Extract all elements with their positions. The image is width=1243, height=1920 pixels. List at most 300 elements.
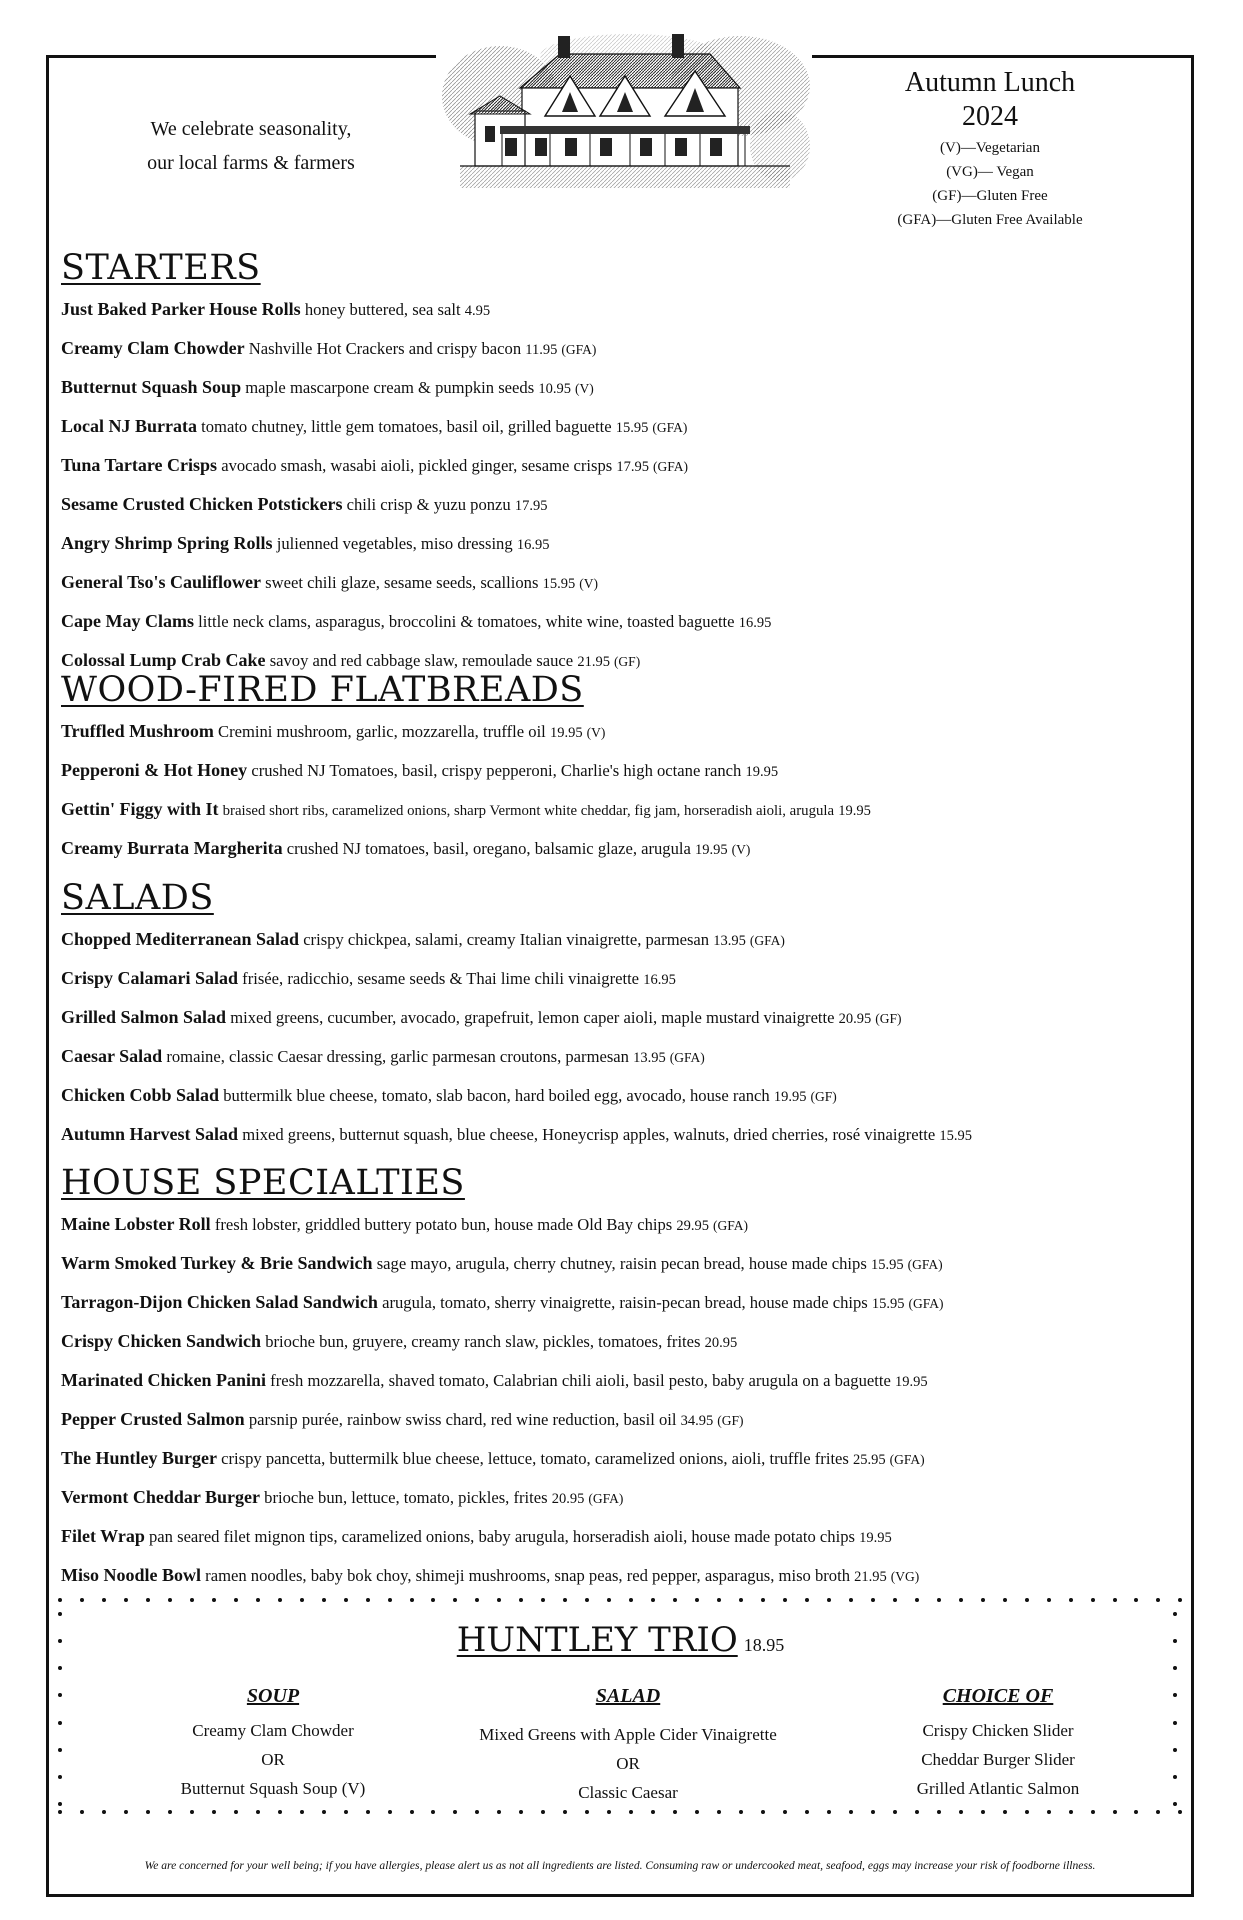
menu-item-name: Sesame Crusted Chicken Potstickers bbox=[61, 494, 343, 514]
border-dot bbox=[893, 1598, 897, 1602]
menu-item-description: crushed NJ Tomatoes, basil, crispy pepperoni, Charlie's high octane ranch bbox=[251, 761, 742, 780]
menu-item-description: fresh lobster, griddled buttery potato bun, house made Old Bay chips bbox=[214, 1215, 673, 1234]
border-dot bbox=[168, 1810, 172, 1814]
border-dot bbox=[146, 1598, 150, 1602]
border-dot bbox=[256, 1810, 260, 1814]
menu-item-dietary-tag: (GFA) bbox=[653, 459, 689, 474]
menu-item-dietary-tag: (GFA) bbox=[908, 1296, 944, 1311]
menu-item bbox=[61, 713, 1183, 752]
border-dot bbox=[607, 1598, 611, 1602]
border-dot bbox=[1003, 1598, 1007, 1602]
menu-item-description: arugula, tomato, sherry vinaigrette, raisin-pecan bread, house made chips bbox=[382, 1293, 868, 1312]
border-dot bbox=[541, 1810, 545, 1814]
border-dot bbox=[1047, 1810, 1051, 1814]
menu-item-dietary-tag: (GF) bbox=[717, 1413, 744, 1428]
border-dot bbox=[388, 1598, 392, 1602]
legend-gluten-free-available: (GFA)—Gluten Free Available bbox=[897, 212, 1083, 228]
border-dot bbox=[695, 1810, 699, 1814]
menu-item-description: pan seared filet mignon tips, caramelized onions, baby arugula, horseradish aioli, house made potato chips bbox=[149, 1527, 855, 1546]
menu-item-price: 10.95 bbox=[538, 381, 571, 397]
menu-item-price: 20.95 bbox=[551, 1491, 585, 1507]
border-dot bbox=[124, 1598, 128, 1602]
menu-item-list bbox=[61, 713, 1183, 869]
menu-item-price: 4.95 bbox=[464, 303, 491, 319]
menu-item-price: 19.95 bbox=[895, 1374, 928, 1390]
border-dot bbox=[1156, 1810, 1160, 1814]
menu-item-name: Creamy Clam Chowder bbox=[61, 338, 245, 358]
border-dot bbox=[915, 1810, 919, 1814]
section-title: HOUSE SPECIALTIES bbox=[61, 1163, 465, 1203]
menu-item bbox=[61, 1077, 1183, 1116]
menu-item-name: Autumn Harvest Salad bbox=[61, 1124, 239, 1144]
border-dot bbox=[1173, 1802, 1177, 1806]
menu-item bbox=[61, 1479, 1183, 1518]
border-dot bbox=[1173, 1748, 1177, 1752]
menu-item-name: Warm Smoked Turkey & Brie Sandwich bbox=[61, 1253, 373, 1273]
menu-item-name: Miso Noodle Bowl bbox=[61, 1565, 202, 1585]
trio-salad-option-2: Classic Caesar bbox=[578, 1783, 678, 1802]
menu-item-price: 15.95 bbox=[871, 1296, 905, 1312]
menu-item-description: little neck clams, asparagus, broccolini & tomatoes, white wine, toasted baguette bbox=[198, 612, 735, 631]
border-dot bbox=[58, 1598, 62, 1602]
menu-item bbox=[61, 921, 1183, 960]
menu-item-dietary-tag: (GF) bbox=[875, 1011, 902, 1026]
border-dot bbox=[1113, 1810, 1117, 1814]
menu-item-description: parsnip purée, rainbow swiss chard, red wine reduction, basil oil bbox=[248, 1410, 677, 1429]
menu-item bbox=[61, 1323, 1183, 1362]
tagline-line-2: our local farms & farmers bbox=[147, 152, 355, 174]
menu-item bbox=[61, 369, 1183, 408]
border-dot bbox=[1047, 1598, 1051, 1602]
border-dot bbox=[1091, 1598, 1095, 1602]
menu-item bbox=[61, 1401, 1183, 1440]
menu-item-price: 19.95 bbox=[549, 725, 583, 741]
border-dot bbox=[453, 1598, 457, 1602]
menu-item-name: Crispy Chicken Sandwich bbox=[61, 1331, 262, 1351]
menu-item-dietary-tag: (VG) bbox=[890, 1569, 920, 1584]
menu-item-name: Chicken Cobb Salad bbox=[61, 1085, 220, 1105]
border-dot bbox=[146, 1810, 150, 1814]
menu-item-description: crispy pancetta, buttermilk blue cheese, lettuce, tomato, caramelized onions, aioli, truffle frites bbox=[221, 1449, 849, 1468]
border-dot bbox=[58, 1693, 62, 1697]
menu-item bbox=[61, 1284, 1183, 1323]
border-dot bbox=[585, 1810, 589, 1814]
menu-item-description: maple mascarpone cream & pumpkin seeds bbox=[245, 378, 535, 397]
menu-item-description: Cremini mushroom, garlic, mozzarella, truffle oil bbox=[218, 722, 546, 741]
menu-item-description: brioche bun, lettuce, tomato, pickles, frites bbox=[264, 1488, 548, 1507]
menu-item bbox=[61, 960, 1183, 999]
menu-item-description: chili crisp & yuzu ponzu bbox=[346, 495, 511, 514]
border-dot bbox=[937, 1810, 941, 1814]
menu-item-list bbox=[61, 921, 1183, 1155]
border-dot bbox=[893, 1810, 897, 1814]
menu-item-name: Truffled Mushroom bbox=[61, 721, 214, 741]
menu-item-price: 19.95 bbox=[859, 1530, 892, 1546]
border-dot bbox=[937, 1598, 941, 1602]
border-dot bbox=[827, 1598, 831, 1602]
border-dot bbox=[1173, 1721, 1177, 1725]
trio-choice-option-3: Grilled Atlantic Salmon bbox=[916, 1779, 1080, 1798]
menu-item-description: ramen noodles, baby bok choy, shimeji mushrooms, snap peas, red pepper, asparagus, miso broth bbox=[205, 1566, 850, 1585]
border-dot bbox=[410, 1598, 414, 1602]
tagline-line-1: We celebrate seasonality, bbox=[150, 118, 352, 140]
menu-item-price: 29.95 bbox=[676, 1218, 710, 1234]
menu-item-name: Creamy Burrata Margherita bbox=[61, 838, 283, 858]
dotted-border-top bbox=[58, 1598, 1183, 1608]
menu-item-name: Marinated Chicken Panini bbox=[61, 1370, 267, 1390]
menu-item bbox=[61, 564, 1183, 603]
menu-item-name: Grilled Salmon Salad bbox=[61, 1007, 227, 1027]
border-dot bbox=[431, 1598, 435, 1602]
border-dot bbox=[102, 1598, 106, 1602]
border-dot bbox=[607, 1810, 611, 1814]
menu-item-price: 16.95 bbox=[738, 615, 772, 631]
section-title: WOOD-FIRED FLATBREADS bbox=[61, 670, 584, 710]
menu-item-description: sweet chili glaze, sesame seeds, scallions bbox=[265, 573, 539, 592]
menu-item-price: 13.95 bbox=[633, 1050, 666, 1066]
menu-item-price: 19.95 bbox=[773, 1089, 807, 1105]
border-dot bbox=[300, 1810, 304, 1814]
border-dot bbox=[673, 1598, 677, 1602]
allergy-disclaimer: We are concerned for your well being; if you have allergies, please alert us as not all ingredients are listed. Consuming raw or undercooked meat, seafood, eggs may increase your risk of foodborne illness. bbox=[144, 1859, 1096, 1872]
menu-item-name: Colossal Lump Crab Cake bbox=[61, 650, 266, 670]
menu-item-price: 21.95 bbox=[854, 1569, 887, 1585]
border-dot bbox=[322, 1810, 326, 1814]
border-dot bbox=[1173, 1775, 1177, 1779]
menu-item-name: Vermont Cheddar Burger bbox=[61, 1487, 260, 1507]
trio-soup-or: OR bbox=[261, 1750, 285, 1769]
menu-item-name: Gettin' Figgy with It bbox=[61, 799, 219, 819]
menu-item bbox=[61, 1245, 1183, 1284]
menu-item-name: Just Baked Parker House Rolls bbox=[61, 299, 301, 319]
border-dot bbox=[1025, 1598, 1029, 1602]
trio-choice-option-2: Cheddar Burger Slider bbox=[921, 1750, 1075, 1769]
border-dot bbox=[278, 1810, 282, 1814]
trio-soup-option-1: Creamy Clam Chowder bbox=[192, 1721, 354, 1740]
menu-item-description: romaine, classic Caesar dressing, garlic parmesan croutons, parmesan bbox=[166, 1047, 629, 1066]
border-dot bbox=[410, 1810, 414, 1814]
border-dot bbox=[190, 1598, 194, 1602]
menu-item-name: Local NJ Burrata bbox=[61, 416, 197, 436]
trio-choice-option-1: Crispy Chicken Slider bbox=[922, 1721, 1074, 1740]
border-dot bbox=[366, 1810, 370, 1814]
border-dot bbox=[563, 1810, 567, 1814]
border-dot bbox=[717, 1598, 721, 1602]
trio-soup-heading: SOUP bbox=[246, 1685, 300, 1707]
menu-item-description: frisée, radicchio, sesame seeds & Thai lime chili vinaigrette bbox=[242, 969, 640, 988]
menu-item-dietary-tag: (GFA) bbox=[749, 933, 785, 948]
border-dot bbox=[1025, 1810, 1029, 1814]
menu-item-price: 17.95 bbox=[514, 498, 548, 514]
border-dot bbox=[431, 1810, 435, 1814]
menu-item bbox=[61, 330, 1183, 369]
border-dot bbox=[651, 1598, 655, 1602]
farmhouse-illustration bbox=[440, 26, 810, 206]
border-dot bbox=[783, 1598, 787, 1602]
border-dot bbox=[475, 1810, 479, 1814]
menu-item-description: crispy chickpea, salami, creamy Italian vinaigrette, parmesan bbox=[303, 930, 710, 949]
menu-item bbox=[61, 1116, 1183, 1155]
menu-item-list bbox=[61, 291, 1183, 681]
border-dot bbox=[1173, 1666, 1177, 1670]
menu-item-price: 11.95 bbox=[525, 342, 558, 358]
menu-item bbox=[61, 291, 1183, 330]
menu-item-name: The Huntley Burger bbox=[61, 1448, 217, 1468]
menu-item-dietary-tag: (GF) bbox=[810, 1089, 837, 1104]
border-dot bbox=[783, 1810, 787, 1814]
border-dot bbox=[58, 1612, 62, 1616]
border-dot bbox=[959, 1598, 963, 1602]
trio-price: 18.95 bbox=[743, 1635, 785, 1655]
border-dot bbox=[1069, 1810, 1073, 1814]
border-dot bbox=[673, 1810, 677, 1814]
menu-item-dietary-tag: (V) bbox=[574, 381, 594, 396]
trio-title: HUNTLEY TRIO bbox=[456, 1620, 738, 1660]
border-dot bbox=[1178, 1598, 1182, 1602]
menu-item-description: julienned vegetables, miso dressing bbox=[276, 534, 513, 553]
menu-item-price: 15.95 bbox=[939, 1128, 973, 1144]
menu-item-dietary-tag: (GFA) bbox=[889, 1452, 925, 1467]
border-dot bbox=[58, 1775, 62, 1779]
legend-gluten-free: (GF)—Gluten Free bbox=[932, 188, 1048, 204]
border-dot bbox=[981, 1598, 985, 1602]
menu-item bbox=[61, 999, 1183, 1038]
border-dot bbox=[58, 1810, 62, 1814]
menu-item-description: crushed NJ tomatoes, basil, oregano, balsamic glaze, arugula bbox=[286, 839, 691, 858]
menu-item-description: braised short ribs, caramelized onions, sharp Vermont white cheddar, fig jam, horseradish aioli, arugula bbox=[222, 803, 835, 819]
border-dot bbox=[1156, 1598, 1160, 1602]
menu-item-dietary-tag: (GFA) bbox=[652, 420, 688, 435]
border-dot bbox=[871, 1598, 875, 1602]
menu-item bbox=[61, 1206, 1183, 1245]
menu-item-dietary-tag: (GFA) bbox=[588, 1491, 624, 1506]
menu-item-description: honey buttered, sea salt bbox=[304, 300, 461, 319]
border-dot bbox=[1069, 1598, 1073, 1602]
menu-item-name: General Tso's Cauliflower bbox=[61, 572, 262, 592]
legend-vegan: (VG)— Vegan bbox=[946, 164, 1034, 180]
border-dot bbox=[761, 1810, 765, 1814]
border-dot bbox=[322, 1598, 326, 1602]
menu-item-price: 21.95 bbox=[577, 654, 610, 670]
menu-item-price: 15.95 bbox=[615, 420, 649, 436]
menu-item-description: sage mayo, arugula, cherry chutney, raisin pecan bread, house made chips bbox=[376, 1254, 867, 1273]
huntley-trio-box bbox=[58, 1598, 1183, 1820]
menu-item-name: Maine Lobster Roll bbox=[61, 1214, 211, 1234]
menu-item-description: avocado smash, wasabi aioli, pickled ginger, sesame crisps bbox=[221, 456, 613, 475]
menu-item-description: mixed greens, butternut squash, blue cheese, Honeycrisp apples, walnuts, dried cherries, rosé vinaigrette bbox=[242, 1125, 936, 1144]
border-dot bbox=[124, 1810, 128, 1814]
menu-item-price: 13.95 bbox=[713, 933, 746, 949]
section-house-specialties bbox=[61, 1160, 1183, 1596]
menu-item-dietary-tag: (V) bbox=[586, 725, 606, 740]
border-dot bbox=[805, 1810, 809, 1814]
trio-heading bbox=[58, 1620, 1183, 1660]
border-dot bbox=[212, 1598, 216, 1602]
menu-item bbox=[61, 525, 1183, 564]
menu-item-dietary-tag: (GF) bbox=[613, 654, 641, 669]
border-dot bbox=[563, 1598, 567, 1602]
menu-item-price: 17.95 bbox=[616, 459, 650, 475]
border-dot bbox=[58, 1802, 62, 1806]
menu-item-price: 16.95 bbox=[643, 972, 676, 988]
dotted-border-bottom bbox=[58, 1810, 1183, 1820]
season-year: 2024 bbox=[962, 101, 1018, 132]
border-dot bbox=[256, 1598, 260, 1602]
section-starters bbox=[61, 245, 1183, 681]
section-title: SALADS bbox=[61, 878, 214, 918]
border-dot bbox=[629, 1810, 633, 1814]
border-dot bbox=[849, 1810, 853, 1814]
menu-item-dietary-tag: (GFA) bbox=[907, 1257, 943, 1272]
menu-item-name: Tuna Tartare Crisps bbox=[61, 455, 218, 475]
border-dot bbox=[1003, 1810, 1007, 1814]
border-dot bbox=[344, 1598, 348, 1602]
season-title: Autumn Lunch bbox=[904, 67, 1076, 98]
border-dot bbox=[1178, 1810, 1182, 1814]
border-dot bbox=[1173, 1693, 1177, 1697]
border-dot bbox=[541, 1598, 545, 1602]
menu-item-dietary-tag: (V) bbox=[731, 842, 751, 857]
menu-item-price: 15.95 bbox=[542, 576, 576, 592]
menu-item-name: Angry Shrimp Spring Rolls bbox=[61, 533, 273, 553]
border-dot bbox=[58, 1748, 62, 1752]
border-dot bbox=[168, 1598, 172, 1602]
season-block bbox=[880, 66, 1100, 232]
menu-item-dietary-tag: (GFA) bbox=[669, 1050, 705, 1065]
border-dot bbox=[58, 1666, 62, 1670]
menu-item bbox=[61, 1557, 1183, 1596]
section-title: STARTERS bbox=[61, 248, 261, 288]
border-dot bbox=[739, 1598, 743, 1602]
trio-salad-heading: SALAD bbox=[595, 1685, 661, 1707]
menu-item-dietary-tag: (V) bbox=[579, 576, 598, 591]
trio-salad-or: OR bbox=[616, 1754, 640, 1773]
border-dot bbox=[1091, 1810, 1095, 1814]
border-dot bbox=[212, 1810, 216, 1814]
border-dot bbox=[234, 1810, 238, 1814]
border-dot bbox=[805, 1598, 809, 1602]
border-dot bbox=[717, 1810, 721, 1814]
trio-soup-column bbox=[153, 1680, 393, 1803]
border-dot bbox=[827, 1810, 831, 1814]
menu-item-price: 19.95 bbox=[838, 803, 871, 819]
border-dot bbox=[234, 1598, 238, 1602]
border-dot bbox=[761, 1598, 765, 1602]
section-flatbreads bbox=[61, 667, 1183, 869]
border-dot bbox=[1134, 1598, 1138, 1602]
menu-item-price: 19.95 bbox=[695, 842, 728, 858]
menu-item-price: 15.95 bbox=[870, 1257, 904, 1273]
menu-item bbox=[61, 1362, 1183, 1401]
border-dot bbox=[1173, 1612, 1177, 1616]
border-dot bbox=[629, 1598, 633, 1602]
menu-item bbox=[61, 830, 1183, 869]
border-dot bbox=[58, 1721, 62, 1725]
border-dot bbox=[497, 1598, 501, 1602]
menu-item-name: Cape May Clams bbox=[61, 611, 194, 631]
border-dot bbox=[497, 1810, 501, 1814]
menu-item-name: Filet Wrap bbox=[61, 1526, 145, 1546]
menu-item-price: 20.95 bbox=[704, 1335, 738, 1351]
menu-item-name: Tarragon-Dijon Chicken Salad Sandwich bbox=[61, 1292, 378, 1312]
menu-item-price: 34.95 bbox=[680, 1413, 714, 1429]
menu-item-dietary-tag: (GFA) bbox=[713, 1218, 749, 1233]
border-dot bbox=[453, 1810, 457, 1814]
tagline bbox=[116, 112, 386, 180]
border-dot bbox=[915, 1598, 919, 1602]
menu-item-name: Pepperoni & Hot Honey bbox=[61, 760, 248, 780]
menu-item-description: brioche bun, gruyere, creamy ranch slaw, pickles, tomatoes, frites bbox=[265, 1332, 701, 1351]
menu-item-name: Pepper Crusted Salmon bbox=[61, 1409, 245, 1429]
menu-item-price: 16.95 bbox=[516, 537, 550, 553]
menu-item bbox=[61, 752, 1183, 791]
border-dot bbox=[278, 1598, 282, 1602]
border-dot bbox=[981, 1810, 985, 1814]
menu-item bbox=[61, 1038, 1183, 1077]
menu-item bbox=[61, 603, 1183, 642]
menu-item bbox=[61, 486, 1183, 525]
border-dot bbox=[190, 1810, 194, 1814]
menu-item-price: 20.95 bbox=[838, 1011, 872, 1027]
border-dot bbox=[102, 1810, 106, 1814]
border-dot bbox=[871, 1810, 875, 1814]
menu-item bbox=[61, 791, 1183, 830]
menu-item-description: buttermilk blue cheese, tomato, slab bacon, hard boiled egg, avocado, house ranch bbox=[223, 1086, 770, 1105]
border-dot bbox=[651, 1810, 655, 1814]
menu-item-name: Chopped Mediterranean Salad bbox=[61, 929, 300, 949]
section-salads bbox=[61, 875, 1183, 1155]
menu-item-list bbox=[61, 1206, 1183, 1596]
menu-item-description: mixed greens, cucumber, avocado, grapefruit, lemon caper aioli, maple mustard vinaigrette bbox=[230, 1008, 835, 1027]
menu-item-description: Nashville Hot Crackers and crispy bacon bbox=[248, 339, 522, 358]
menu-item bbox=[61, 447, 1183, 486]
menu-item bbox=[61, 1518, 1183, 1557]
border-dot bbox=[519, 1810, 523, 1814]
border-dot bbox=[80, 1810, 84, 1814]
trio-salad-option-1: Mixed Greens with Apple Cider Vinaigrette bbox=[479, 1725, 777, 1744]
border-dot bbox=[366, 1598, 370, 1602]
border-dot bbox=[959, 1810, 963, 1814]
border-dot bbox=[849, 1598, 853, 1602]
border-dot bbox=[80, 1598, 84, 1602]
trio-choice-heading: CHOICE OF bbox=[942, 1685, 1054, 1707]
legend-vegetarian: (V)—Vegetarian bbox=[940, 140, 1040, 156]
border-dot bbox=[585, 1598, 589, 1602]
border-dot bbox=[1113, 1598, 1117, 1602]
trio-choice-column bbox=[878, 1680, 1118, 1803]
trio-salad-column bbox=[448, 1680, 808, 1807]
border-dot bbox=[388, 1810, 392, 1814]
menu-item-price: 25.95 bbox=[853, 1452, 886, 1468]
menu-item-dietary-tag: (GFA) bbox=[561, 342, 597, 357]
menu-item-name: Butternut Squash Soup bbox=[61, 377, 242, 397]
menu-item-description: savoy and red cabbage slaw, remoulade sauce bbox=[269, 651, 574, 670]
border-dot bbox=[519, 1598, 523, 1602]
menu-item-name: Crispy Calamari Salad bbox=[61, 968, 239, 988]
menu-item bbox=[61, 408, 1183, 447]
dietary-legend bbox=[880, 136, 1100, 232]
menu-item-description: tomato chutney, little gem tomatoes, basil oil, grilled baguette bbox=[201, 417, 612, 436]
border-dot bbox=[300, 1598, 304, 1602]
menu-item bbox=[61, 1440, 1183, 1479]
border-dot bbox=[1134, 1810, 1138, 1814]
menu-item-price: 19.95 bbox=[745, 764, 779, 780]
trio-soup-option-2: Butternut Squash Soup (V) bbox=[180, 1779, 366, 1798]
border-dot bbox=[475, 1598, 479, 1602]
menu-item-description: fresh mozzarella, shaved tomato, Calabrian chili aioli, basil pesto, baby arugula on a baguette bbox=[270, 1371, 891, 1390]
border-dot bbox=[695, 1598, 699, 1602]
border-dot bbox=[739, 1810, 743, 1814]
